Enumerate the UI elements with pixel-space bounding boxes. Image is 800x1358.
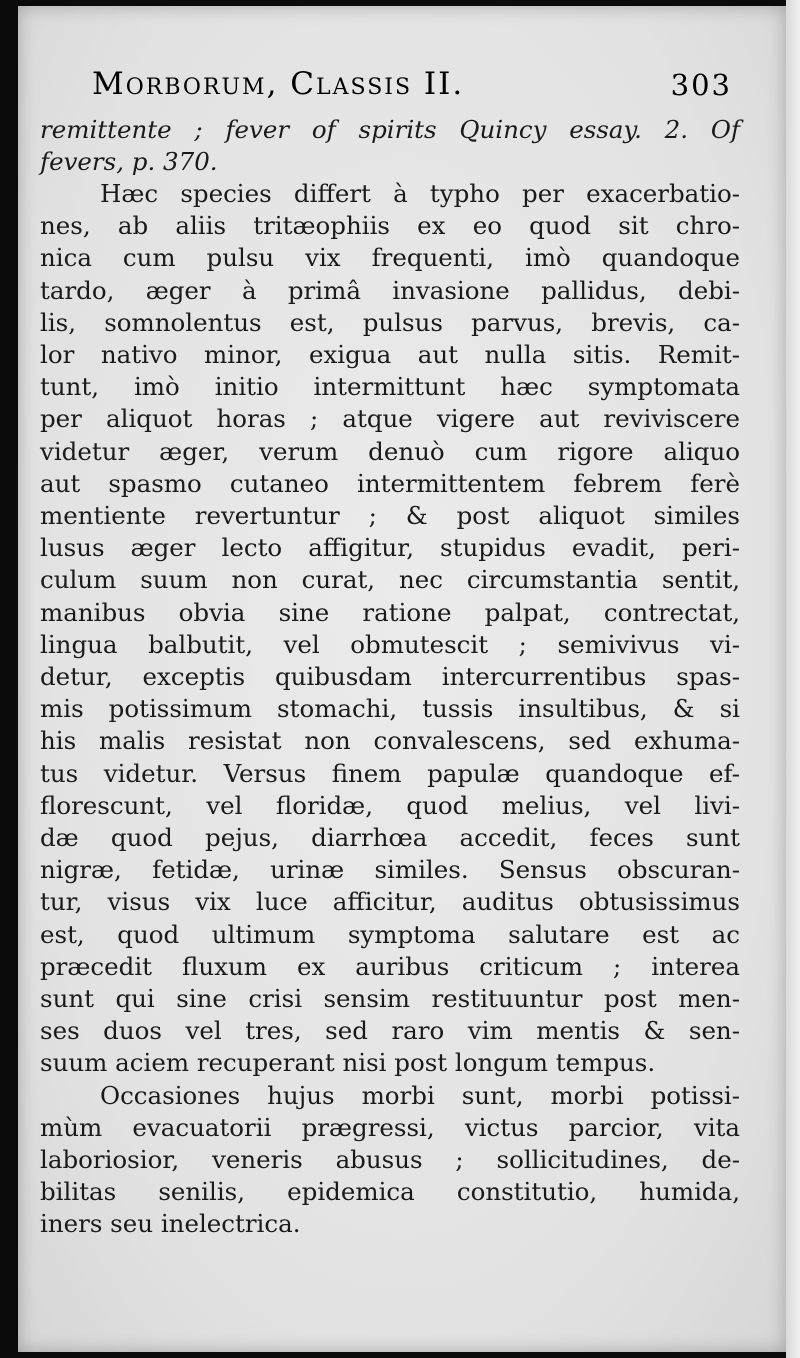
page-edge [786,0,800,1358]
paragraph-line: Hæc species differt à typho per exacerbatio- [100,179,740,208]
paragraph-line: aut spasmo cutaneo intermittentem febrem ferè [40,469,740,498]
paragraph-line: mùm evacuatorii prægressi, victus parcior, vita [40,1113,740,1142]
paragraph-line: per aliquot horas ; atque vigere aut reviviscere [40,404,740,433]
paragraph-line: nes, ab aliis tritæophiis ex eo quod sit chro- [40,211,740,240]
paragraph-line: ses duos vel tres, sed raro vim mentis & sen- [40,1016,740,1045]
paragraph-line: videtur æger, verum denuò cum rigore aliquo [40,437,740,466]
paragraph-line: dæ quod pejus, diarrhœa accedit, feces sunt [40,823,740,852]
paragraph-line: detur, exceptis quibusdam intercurrentibus spas- [40,662,740,691]
paragraph-line: est, quod ultimum symptoma salutare est ac [40,920,740,949]
paragraph-line: bilitas senilis, epidemica constitutio, humida, [40,1177,740,1206]
paragraph-line: lor nativo minor, exigua aut nulla sitis. Remit- [40,340,740,369]
paragraph-line: nica cum pulsu vix frequenti, imò quandoque [40,243,740,272]
paragraph-line: manibus obvia sine ratione palpat, contrectat, [40,598,740,627]
paragraph-line: præcedit fluxum ex auribus criticum ; interea [40,952,740,981]
paragraph-line: tur, visus vix luce afficitur, auditus obtusissimus [40,887,740,916]
citation-line: fevers, p. 370. [40,147,218,176]
paragraph-line: suum aciem recuperant nisi post longum tempus. [40,1048,656,1077]
paragraph-line: nigræ, fetidæ, urinæ similes. Sensus obscuran- [40,855,740,884]
paragraph-line: florescunt, vel floridæ, quod melius, vel livi- [40,791,740,820]
paragraph-line: tunt, imò initio intermittunt hæc symptomata [40,372,740,401]
paragraph-line: mis potissimum stomachi, tussis insultibus, & si [40,694,740,723]
paragraph-line: mentiente revertuntur ; & post aliquot similes [40,501,740,530]
page-number: 303 [670,68,732,102]
paragraph-line: Occasiones hujus morbi sunt, morbi potissi- [100,1081,740,1110]
page-header-title: Morborum, Classis II. [92,66,465,102]
paragraph-line: tus videtur. Versus finem papulæ quandoque ef- [40,759,740,788]
paragraph-line: tardo, æger à primâ invasione pallidus, debi- [40,276,740,305]
paragraph-line: laboriosior, veneris abusus ; sollicitudines, de- [40,1145,740,1174]
paragraph-line: sunt qui sine crisi sensim restituuntur post men- [40,984,740,1013]
citation-line: remittente ; fever of spirits Quincy essay. 2. Of [40,115,740,144]
paragraph-line: lusus æger lecto affigitur, stupidus evadit, peri- [40,533,740,562]
paragraph-line: his malis resistat non convalescens, sed exhuma- [40,726,740,755]
paragraph-line: culum suum non curat, nec circumstantia sentit, [40,565,740,594]
paragraph-line: lis, somnolentus est, pulsus parvus, brevis, ca- [40,308,740,337]
running-header [92,66,732,114]
paragraph-line: lingua balbutit, vel obmutescit ; semivivus vi- [40,630,740,659]
paragraph-line: iners seu inelectrica. [40,1209,301,1238]
